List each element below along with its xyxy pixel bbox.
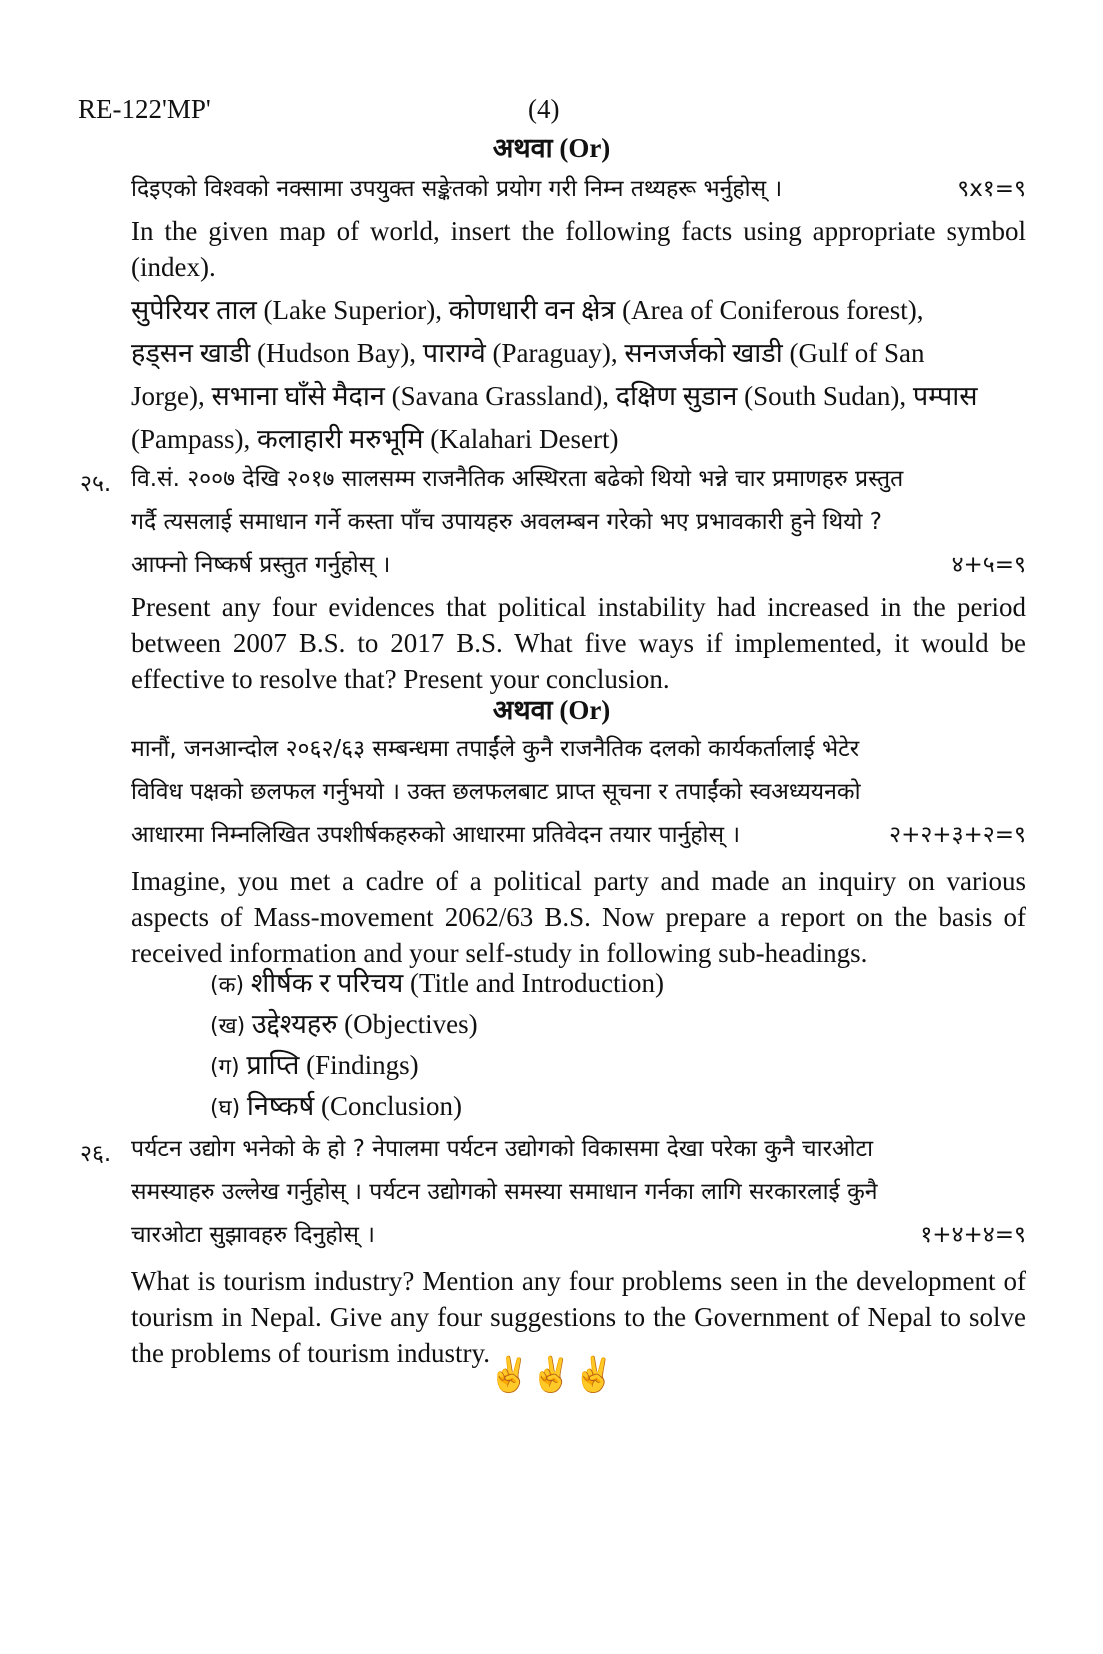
q25-alt-nepali-line: मानौं, जनआन्दोल २०६२/६३ सम्बन्धमा तपाईंले कुनै राजनैतिक दलको कार्यकर्तालाई भेटेर: [131, 736, 860, 762]
q26-nepali-line: चारओटा सुझावहरु दिनुहोस् ।: [131, 1222, 375, 1248]
or-block-1: [131, 168, 1026, 461]
q25-nepali-line: वि.सं. २००७ देखि २०१७ सालसम्म राजनैतिक अस्थिरता बढेको थियो भन्ने चार प्रमाणहरु प्रस्तुत: [131, 466, 904, 492]
map-instruction-row: [131, 168, 1026, 211]
q26-nepali-last-row: [131, 1214, 1026, 1257]
subheading-label: (क): [210, 973, 245, 998]
subheading-text: शीर्षक र परिचय (Title and Introduction): [250, 968, 664, 998]
q26-nepali-line: समस्याहरु उल्लेख गर्नुहोस् । पर्यटन उद्योगको समस्या समाधान गर्नका लागि सरकारलाई कुनै: [131, 1179, 878, 1205]
marks: १+४+४=९: [920, 1222, 1026, 1248]
marks: ९x१=९: [957, 176, 1026, 202]
map-instruction-nepali: दिइएको विश्वको नक्सामा उपयुक्त सङ्केतको प्रयोग गरी निम्न तथ्यहरू भर्नुहोस् ।: [131, 176, 783, 202]
subheading-text: उद्देश्यहरु (Objectives): [251, 1009, 478, 1039]
map-instruction-english: In the given map of world, insert the following facts using appropriate symbol (index).: [131, 216, 1026, 282]
q25-alt-nepali-line: विविध पक्षको छलफल गर्नुभयो । उक्त छलफलबाट प्राप्त सूचना र तपाईंको स्वअध्ययनको: [131, 779, 861, 805]
subheading-label: (ग): [210, 1055, 240, 1080]
subheading-text: प्राप्ति (Findings): [246, 1050, 419, 1080]
question-number-25: २५.: [80, 471, 112, 497]
q25-nepali-line: गर्दै त्यसलाई समाधान गर्ने कस्ता पाँच उपायहरु अवलम्बन गरेको भए प्रभावकारी हुने थियो ?: [131, 509, 882, 535]
q26-english: What is tourism industry? Mention any four problems seen in the development of tourism in Nepal. Give any four suggestions to the Government of Nepal to solve the problems of tourism industry.: [131, 1266, 1026, 1368]
end-of-paper-mark: ✌✌✌: [487, 1357, 615, 1394]
map-facts-line: हड्सन खाडी (Hudson Bay), पाराग्वे (Paraguay), सनजर्जको खाडी (Gulf of San: [131, 338, 925, 368]
map-facts-line: Jorge), सभाना घाँसे मैदान (Savana Grassland), दक्षिण सुडान (South Sudan), पम्पास: [131, 381, 978, 411]
map-facts: [131, 289, 1026, 461]
question-25-alternative: [131, 728, 1026, 971]
subheading-label: (ख): [210, 1014, 246, 1039]
subheading-item: [210, 1044, 419, 1089]
map-facts-line: सुपेरियर ताल (Lake Superior), कोणधारी वन क्षेत्र (Area of Coniferous forest),: [131, 295, 924, 325]
subheading-label: (घ): [210, 1096, 241, 1121]
question-25: [131, 458, 1026, 697]
map-facts-line: (Pampass), कलाहारी मरुभूमि (Kalahari Desert): [131, 424, 619, 454]
marks: ४+५=९: [951, 552, 1026, 578]
paper-code: RE-122'MP': [78, 94, 211, 124]
subheading-item: [210, 962, 664, 1007]
page-number: (4): [528, 94, 560, 124]
or-heading: अथवा (Or): [492, 695, 611, 725]
q25-nepali-last-row: [131, 544, 1026, 587]
question-number-26: २६.: [80, 1141, 112, 1167]
question-26: [131, 1128, 1026, 1371]
subheading-item: [210, 1085, 462, 1130]
q25-alt-nepali-last-row: [131, 814, 1026, 857]
q25-english: Present any four evidences that political instability had increased in the period between 2007 B.S. to 2017 B.S. What five ways if implemented, it would be effective to resolve that? Present your conclusion.: [131, 592, 1026, 694]
or-heading: अथवा (Or): [492, 133, 611, 163]
q25-nepali-line: आफ्नो निष्कर्ष प्रस्तुत गर्नुहोस् ।: [131, 552, 391, 578]
q25-alt-english: Imagine, you met a cadre of a political party and made an inquiry on various aspects of Mass-movement 2062/63 B.S. Now prepare a report on the basis of received information and your self-study in following sub-headings.: [131, 866, 1026, 968]
marks: २+२+३+२=९: [889, 822, 1026, 848]
subheading-item: [210, 1003, 478, 1048]
subheading-text: निष्कर्ष (Conclusion): [246, 1091, 462, 1121]
q26-nepali-line: पर्यटन उद्योग भनेको के हो ? नेपालमा पर्यटन उद्योगको विकासमा देखा परेका कुनै चारओटा: [131, 1136, 874, 1162]
q25-alt-nepali-line: आधारमा निम्नलिखित उपशीर्षकहरुको आधारमा प्रतिवेदन तयार पार्नुहोस् ।: [131, 822, 741, 848]
